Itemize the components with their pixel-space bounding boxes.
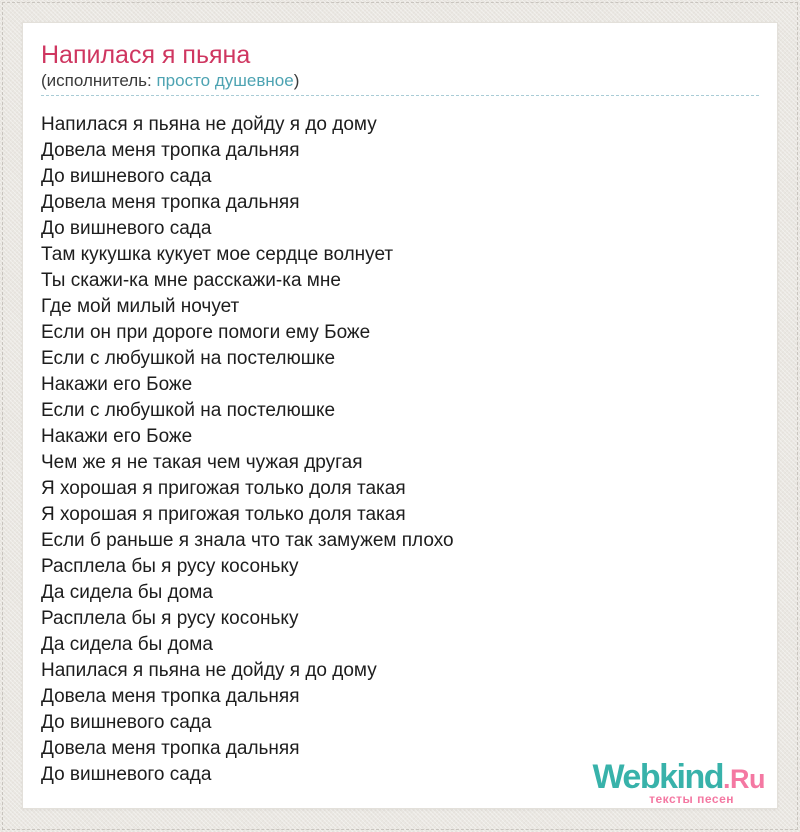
lyric-line: Я хорошая я пригожая только доля такая bbox=[41, 504, 406, 525]
lyrics-card bbox=[22, 22, 778, 809]
lyric-line: До вишневого сада bbox=[41, 764, 212, 785]
artist-line bbox=[41, 71, 759, 96]
lyric-line: Если б раньше я знала что так замужем плохо bbox=[41, 530, 454, 551]
lyric-line: Да сидела бы дома bbox=[41, 634, 213, 655]
lyric-line: Напилася я пьяна не дойду я до дому bbox=[41, 114, 377, 135]
lyric-line: Чем же я не такая чем чужая другая bbox=[41, 452, 363, 473]
lyric-line: Если с любушкой на постелюшке bbox=[41, 400, 336, 421]
webkind-domain-text: .Ru bbox=[723, 764, 765, 794]
webkind-brand-text: Webkind bbox=[592, 758, 723, 796]
lyric-line: Накажи его Боже bbox=[41, 374, 193, 395]
lyric-line: Довела меня тропка дальняя bbox=[41, 192, 300, 213]
webkind-tagline: тексты песен bbox=[649, 792, 734, 806]
lyric-line: Расплела бы я русу косоньку bbox=[41, 556, 299, 577]
lyric-line: Расплела бы я русу косоньку bbox=[41, 608, 299, 629]
lyric-line: До вишневого сада bbox=[41, 218, 212, 239]
webkind-logo[interactable] bbox=[592, 760, 765, 805]
lyric-line: Довела меня тропка дальняя bbox=[41, 686, 300, 707]
lyric-line: До вишневого сада bbox=[41, 712, 212, 733]
lyric-line: Где мой милый ночует bbox=[41, 296, 240, 317]
artist-link[interactable]: просто душевное bbox=[156, 71, 294, 90]
lyric-line: Если с любушкой на постелюшке bbox=[41, 348, 336, 369]
lyric-line: Если он при дороге помоги ему Боже bbox=[41, 322, 371, 343]
song-title: Напилася я пьяна bbox=[41, 41, 251, 69]
artist-prefix-label: (исполнитель: bbox=[41, 71, 152, 90]
lyrics-text bbox=[41, 112, 759, 788]
lyric-line: Довела меня тропка дальняя bbox=[41, 140, 300, 161]
lyric-line: Накажи его Боже bbox=[41, 426, 193, 447]
lyric-line: Ты скажи-ка мне расскажи-ка мне bbox=[41, 270, 341, 291]
artist-suffix-label: ) bbox=[293, 71, 300, 90]
lyric-line: Да сидела бы дома bbox=[41, 582, 213, 603]
lyric-line: До вишневого сада bbox=[41, 166, 212, 187]
lyric-line: Я хорошая я пригожая только доля такая bbox=[41, 478, 406, 499]
lyric-line: Там кукушка кукует мое сердце волнует bbox=[41, 244, 394, 265]
lyric-line: Довела меня тропка дальняя bbox=[41, 738, 300, 759]
lyric-line: Напилася я пьяна не дойду я до дому bbox=[41, 660, 377, 681]
